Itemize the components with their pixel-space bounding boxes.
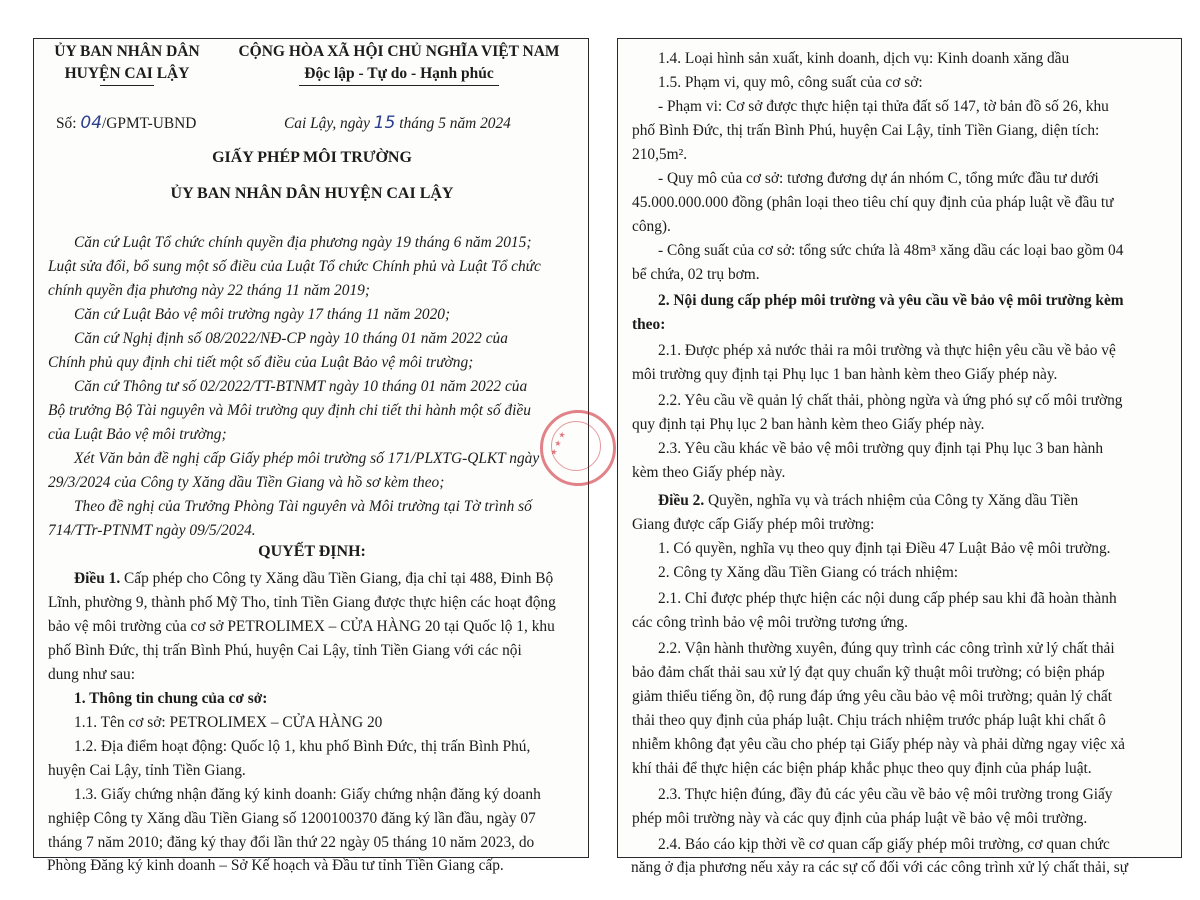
decision-heading: QUYẾT ĐỊNH:	[258, 543, 366, 560]
body-line: tháng 7 năm 2010; đăng ký thay đổi lần thứ 22 ngày 05 tháng 10 năm 2023, do	[48, 834, 535, 851]
basis-line: chính quyền địa phương này 22 tháng 11 năm 2019;	[48, 282, 370, 299]
body-line: 1.5. Phạm vi, quy mô, công suất của cơ sở:	[658, 74, 923, 91]
section-heading: 1. Thông tin chung của cơ sở:	[74, 690, 268, 707]
basis-line: Chính phủ quy định chi tiết một số điều của Luật Bảo vệ môi trường;	[48, 354, 474, 371]
body-line: môi trường quy định tại Phụ lục 1 ban hành kèm theo Giấy phép này.	[632, 366, 1058, 383]
document-page-left	[33, 38, 589, 858]
agency-header	[52, 41, 202, 86]
body-line: công).	[632, 218, 671, 235]
body-line: giảm thiểu tiếng ồn, độ rung đáp ứng yêu cầu bảo vệ môi trường; quản lý chất	[632, 688, 1113, 705]
article-2-first-line: Điều 2. Quyền, nghĩa vụ và trách nhiệm của Công ty Xăng dầu Tiền	[658, 492, 1079, 509]
body-line: - Phạm vi: Cơ sở được thực hiện tại thửa đất số 147, tờ bản đồ số 26, khu	[658, 98, 1109, 115]
basis-line: Căn cứ Nghị định số 08/2022/NĐ-CP ngày 10 tháng 01 năm 2022 của	[74, 330, 508, 347]
body-line: 210,5m².	[632, 146, 688, 163]
issuer-title: ỦY BAN NHÂN DÂN HUYỆN CAI LẬY	[170, 185, 454, 202]
basis-line: Theo đề nghị của Trưởng Phòng Tài nguyên và Môi trường tại Tờ trình số	[74, 498, 532, 515]
body-line: - Công suất của cơ sở: tổng sức chứa là 48m³ xăng dầu các loại bao gồm 04	[658, 242, 1124, 259]
document-title: GIẤY PHÉP MÔI TRƯỜNG	[212, 149, 412, 166]
body-line: Giang được cấp Giấy phép môi trường:	[632, 516, 875, 533]
handwritten-number: 04	[80, 113, 103, 133]
body-line: bể chứa, 02 trụ bơm.	[632, 266, 760, 283]
handwritten-day: 15	[373, 113, 396, 133]
basis-line: của Luật Bảo vệ môi trường;	[48, 426, 227, 443]
body-line: 2. Công ty Xăng dầu Tiền Giang có trách nhiệm:	[658, 564, 959, 581]
body-line-last: năng ở địa phương nếu xảy ra các sự cố đối với các công trình xử lý chất thải, sự	[631, 859, 1129, 876]
agency-underline	[100, 85, 154, 86]
basis-line: 714/TTr-PTNMT ngày 09/5/2024.	[48, 522, 256, 539]
body-line: 2.1. Được phép xả nước thải ra môi trường và thực hiện yêu cầu về bảo vệ	[658, 342, 1116, 359]
body-line: 1.3. Giấy chứng nhận đăng ký kinh doanh: Giấy chứng nhận đăng ký doanh	[74, 786, 541, 803]
document-page-right	[617, 38, 1182, 858]
body-line: 1.2. Địa điểm hoạt động: Quốc lộ 1, khu phố Bình Đức, thị trấn Bình Phú,	[74, 738, 531, 755]
body-line: 1.4. Loại hình sản xuất, kinh doanh, dịch vụ: Kinh doanh xăng dầu	[658, 50, 1070, 67]
seal-text-decoration: ★ ★ ★	[548, 429, 568, 458]
body-line: 1.1. Tên cơ sở: PETROLIMEX – CỬA HÀNG 20	[74, 714, 383, 731]
body-line: 2.3. Thực hiện đúng, đầy đủ các yêu cầu về bảo vệ môi trường trong Giấy	[658, 786, 1113, 803]
body-line: 2.4. Báo cáo kịp thời về cơ quan cấp giấy phép môi trường, cơ quan chức	[658, 836, 1110, 853]
basis-line: Luật sửa đổi, bổ sung một số điều của Luật Tổ chức Chính phủ và Luật Tổ chức	[48, 258, 541, 275]
nation-underline	[299, 85, 499, 86]
body-line: quy định tại Phụ lục 2 ban hành kèm theo Giấy phép này.	[632, 416, 985, 433]
body-line: 2.1. Chỉ được phép thực hiện các nội dung cấp phép sau khi đã hoàn thành	[658, 590, 1117, 607]
agency-line-1: ỦY BAN NHÂN DÂN	[54, 43, 200, 60]
national-header	[214, 41, 584, 86]
red-seal-stamp	[540, 410, 616, 486]
body-line: khí thải để thực hiện các biện pháp khắc phục theo quy định của pháp luật.	[632, 760, 1092, 777]
basis-line: Căn cứ Thông tư số 02/2022/TT-BTNMT ngày 10 tháng 01 năm 2022 của	[74, 378, 528, 395]
body-line: phố Bình Đức, thị trấn Bình Phú, huyện Cai Lậy, tỉnh Tiền Giang với các nội	[48, 642, 522, 659]
nation-line-1: CỘNG HÒA XÃ HỘI CHỦ NGHĨA VIỆT NAM	[238, 43, 560, 60]
agency-line-2: HUYỆN CAI LẬY	[64, 65, 190, 82]
body-line: huyện Cai Lậy, tỉnh Tiền Giang.	[48, 762, 246, 779]
body-line: phép môi trường này và các quy định của pháp luật về bảo vệ môi trường.	[632, 810, 1088, 827]
nation-line-2: Độc lập - Tự do - Hạnh phúc	[304, 65, 494, 82]
body-line: phố Bình Đức, thị trấn Bình Phú, huyện Cai Lậy, tỉnh Tiền Giang, diện tích:	[632, 122, 1100, 139]
basis-line: Bộ trưởng Bộ Tài nguyên và Môi trường quy định chi tiết thi hành một số điều	[48, 402, 531, 419]
body-line: 2.2. Vận hành thường xuyên, đúng quy trình các công trình xử lý chất thải	[658, 640, 1115, 657]
section-heading: 2. Nội dung cấp phép môi trường và yêu cầu về bảo vệ môi trường kèm	[658, 292, 1124, 309]
body-line: bảo vệ môi trường của cơ sở PETROLIMEX – CỬA HÀNG 20 tại Quốc lộ 1, khu	[48, 618, 555, 635]
body-line: kèm theo Giấy phép này.	[632, 464, 786, 481]
body-line: các công trình bảo vệ môi trường tương ứng.	[632, 614, 908, 631]
body-line: - Quy mô của cơ sở: tương đương dự án nhóm C, tổng mức đầu tư dưới	[658, 170, 1099, 187]
body-line: nghiệp Công ty Xăng dầu Tiền Giang số 1200100370 đăng ký lần đầu, ngày 07	[48, 810, 536, 827]
body-line: 2.2. Yêu cầu về quản lý chất thải, phòng ngừa và ứng phó sự cố môi trường	[658, 392, 1123, 409]
body-line-last: Phòng Đăng ký kinh doanh – Sở Kế hoạch và Đầu tư tỉnh Tiền Giang cấp.	[47, 857, 504, 874]
body-line: dung như sau:	[48, 666, 136, 683]
basis-line: Căn cứ Luật Tổ chức chính quyền địa phương ngày 19 tháng 6 năm 2015;	[74, 234, 532, 251]
document-date: Cai Lậy, ngày 15 tháng 5 năm 2024	[284, 113, 511, 133]
basis-line: Căn cứ Luật Bảo vệ môi trường ngày 17 tháng 11 năm 2020;	[74, 306, 451, 323]
basis-line: 29/3/2024 của Công ty Xăng dầu Tiền Giang và hồ sơ kèm theo;	[48, 474, 445, 491]
document-number: Số: 04/GPMT-UBND	[56, 113, 197, 133]
body-line: nhiễm không đạt yêu cầu cho phép tại Giấy phép này và phải dừng ngay việc xả	[632, 736, 1125, 753]
basis-line: Xét Văn bản đề nghị cấp Giấy phép môi trường số 171/PLXTG-QLKT ngày	[74, 450, 540, 467]
body-line: 2.3. Yêu cầu khác về bảo vệ môi trường quy định tại Phụ lục 3 ban hành	[658, 440, 1104, 457]
section-heading: theo:	[632, 316, 666, 333]
body-line: 45.000.000.000 đồng (phân loại theo tiêu chí quy định của pháp luật về đầu tư	[632, 194, 1114, 211]
body-line: Lĩnh, phường 9, thành phố Mỹ Tho, tỉnh Tiền Giang được thực hiện các hoạt động	[48, 594, 556, 611]
body-line: bảo đảm chất thải sau xử lý đạt quy chuẩn kỹ thuật môi trường; có biện pháp	[632, 664, 1105, 681]
body-line: 1. Có quyền, nghĩa vụ theo quy định tại Điều 47 Luật Bảo vệ môi trường.	[658, 540, 1111, 557]
article-1-first-line: Điều 1. Cấp phép cho Công ty Xăng dầu Tiền Giang, địa chỉ tại 488, Đinh Bộ	[74, 570, 554, 587]
body-line: thải theo quy định của pháp luật. Chịu trách nhiệm trước pháp luật khi chất ô	[632, 712, 1106, 729]
